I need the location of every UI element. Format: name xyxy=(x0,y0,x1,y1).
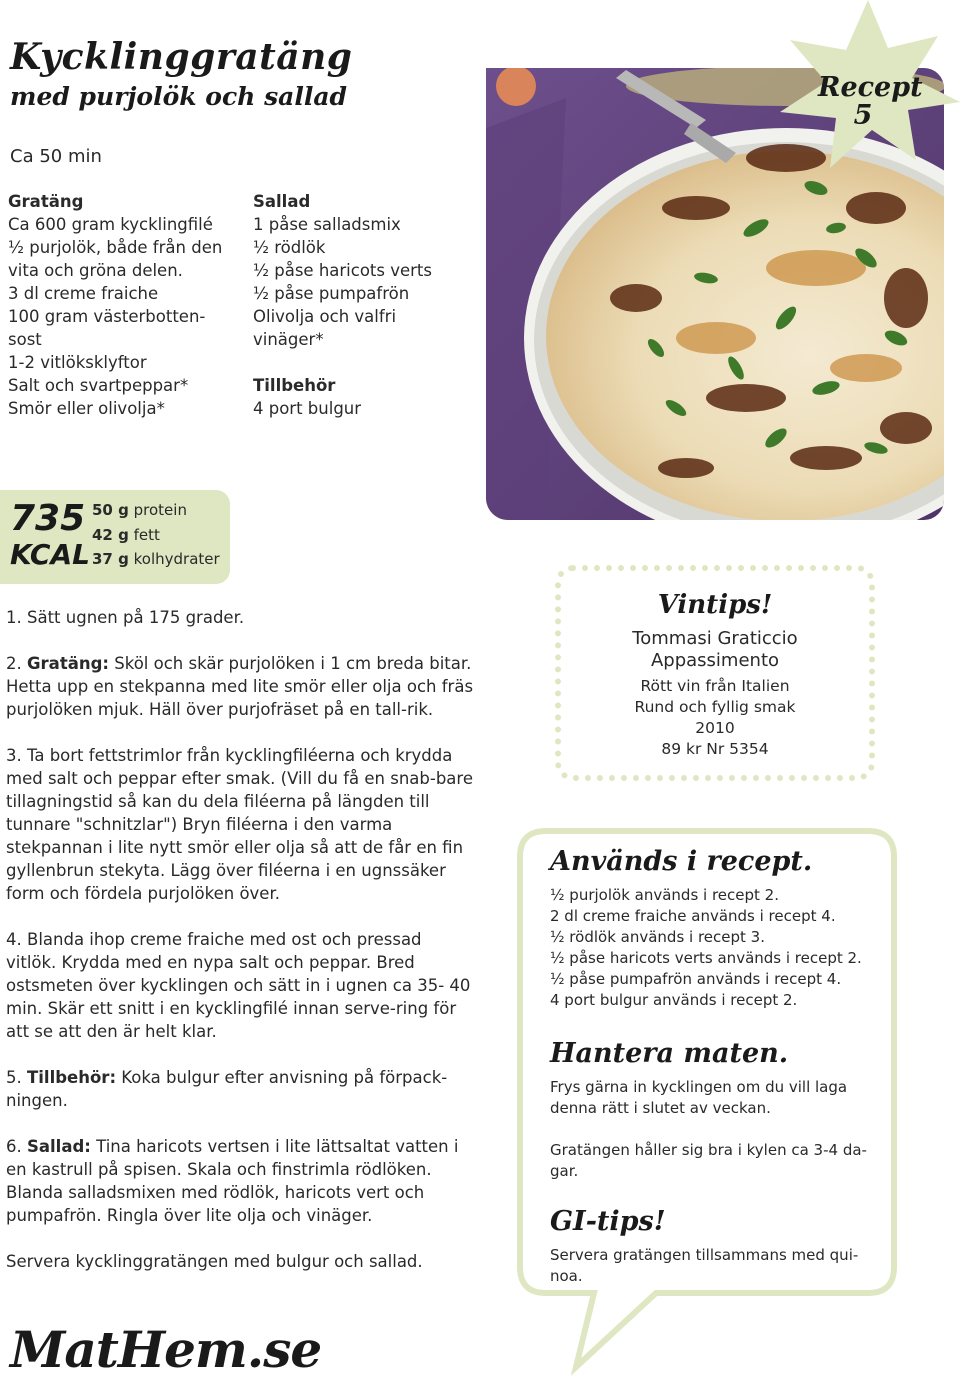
ingredient-line: 4 port bulgur xyxy=(253,399,362,418)
recipe-title: Kycklinggratäng xyxy=(10,36,353,78)
recipe-number-label xyxy=(818,72,923,131)
storage-heading: Hantera maten. xyxy=(550,1038,789,1069)
ingredient-line: ½ purjolök, både från den xyxy=(8,238,223,257)
gi-tips-heading: GI-tips! xyxy=(550,1206,666,1237)
kcal-value: 735 xyxy=(10,498,86,539)
used-in-line: 4 port bulgur används i recept 2. xyxy=(550,991,798,1009)
ingredient-line: ½ påse haricots verts xyxy=(253,261,432,280)
storage-text-1: Frys gärna in kycklingen om du vill laga denna rätt i slutet av veckan. xyxy=(550,1078,848,1117)
ingredient-line: sost xyxy=(8,330,42,349)
mathem-logo: MatHem.se xyxy=(10,1320,322,1379)
gi-tips xyxy=(550,1206,880,1287)
ingredients-gratang-heading: Gratäng xyxy=(8,192,84,211)
ingredient-line: 1 påse salladsmix xyxy=(253,215,401,234)
ingredient-line: ½ påse pumpafrön xyxy=(253,284,410,303)
recipe-steps xyxy=(6,606,476,1296)
macro-protein: 50 g protein xyxy=(92,501,187,519)
recipe-label-text: Recept xyxy=(818,72,923,103)
wine-info: Rött vin från Italien Rund och fyllig smak 2010 89 kr Nr 5354 xyxy=(634,677,796,758)
used-in-recipes xyxy=(550,846,880,1011)
step-1: 1. Sätt ugnen på 175 grader. xyxy=(6,608,245,627)
ingredient-line: vita och gröna delen. xyxy=(8,261,183,280)
used-in-line: ½ rödlök används i recept 3. xyxy=(550,928,765,946)
ingredients-gratang xyxy=(8,190,238,420)
storage-tips xyxy=(550,1038,880,1182)
ingredient-line: Salt och svartpeppar* xyxy=(8,376,189,395)
used-in-line: 2 dl creme fraiche används i recept 4. xyxy=(550,907,836,925)
step-2: 2. Gratäng: Sköl och skär purjolöken i 1 cm breda bitar. Hetta upp en stekpanna med lite smör eller olja och fräs purjolöken mjuk. Häll över purjofräset på en tall-rik. xyxy=(6,654,474,719)
ingredient-line: vinäger* xyxy=(253,330,324,349)
macros-list xyxy=(92,498,220,572)
step-4: 4. Blanda ihop creme fraiche med ost och pressad vitlök. Krydda med en nypa salt och peppar. Bred ostsmeten över kycklingen och sätt in i ugnen ca 35- 40 min. Skär ett snitt i en kycklingfilé innan serve-ring för att se att den är helt klar. xyxy=(6,930,471,1041)
ingredient-line: 1-2 vitlöksklyftor xyxy=(8,353,147,372)
used-in-heading: Används i recept. xyxy=(550,846,813,877)
used-in-line: ½ purjolök används i recept 2. xyxy=(550,886,779,904)
ingredient-line: Olivolja och valfri xyxy=(253,307,397,326)
ingredient-line: 3 dl creme fraiche xyxy=(8,284,159,303)
used-in-line: ½ påse pumpafrön används i recept 4. xyxy=(550,970,842,988)
kcal-unit: KCAL xyxy=(10,538,90,571)
ingredients-sallad-heading: Sallad xyxy=(253,192,311,211)
cooking-time: Ca 50 min xyxy=(10,146,102,167)
ingredient-line: Smör eller olivolja* xyxy=(8,399,165,418)
macro-carbs: 37 g kolhydrater xyxy=(92,550,220,568)
step-3: 3. Ta bort fettstrimlor från kycklingfiléerna och krydda med salt och peppar efter smak. (Vill du få en snab-bare tillagningstid så kan du dela filéerna på längden till tunnare "schnitzlar") Bryn filéerna i den varma stekpannan i lite nytt smör eller olja så att de får en fin gyllenbrun stekyta. Lägg över filéerna i en ugnssäker form och fördela purjolöken över. xyxy=(6,746,473,903)
wine-name: Tommasi Graticcio Appassimento xyxy=(632,628,798,671)
step-5: 5. Tillbehör: Koka bulgur efter anvisning på förpack-ningen. xyxy=(6,1068,448,1110)
macro-fat: 42 g fett xyxy=(92,525,160,544)
ingredient-line: Ca 600 gram kycklingfilé xyxy=(8,215,213,234)
ingredients-sallad xyxy=(253,190,483,420)
gi-tips-text: Servera gratängen tillsammans med qui-noa. xyxy=(550,1246,859,1285)
wine-tip-heading: Vintips! xyxy=(657,590,773,620)
used-in-line: ½ påse haricots verts används i recept 2. xyxy=(550,949,862,967)
ingredient-line: 100 gram västerbotten- xyxy=(8,307,206,326)
ingredient-line: ½ rödlök xyxy=(253,238,326,257)
ingredients-tillbehor-heading: Tillbehör xyxy=(253,376,336,395)
serving-note: Servera kycklinggratängen med bulgur och sallad. xyxy=(6,1252,423,1271)
step-6: 6. Sallad: Tina haricots vertsen i lite lättsaltat vatten i en kastrull på spisen. Skala och finstrimla rödlöken. Blanda salladsmixen med rödlök, haricots vert och pumpafrön. Ringla över lite olja och vinäger. xyxy=(6,1137,459,1225)
recipe-label-number: 5 xyxy=(853,100,873,131)
storage-text-2: Gratängen håller sig bra i kylen ca 3-4 da-gar. xyxy=(550,1141,867,1180)
recipe-subtitle: med purjolök och sallad xyxy=(10,82,348,111)
